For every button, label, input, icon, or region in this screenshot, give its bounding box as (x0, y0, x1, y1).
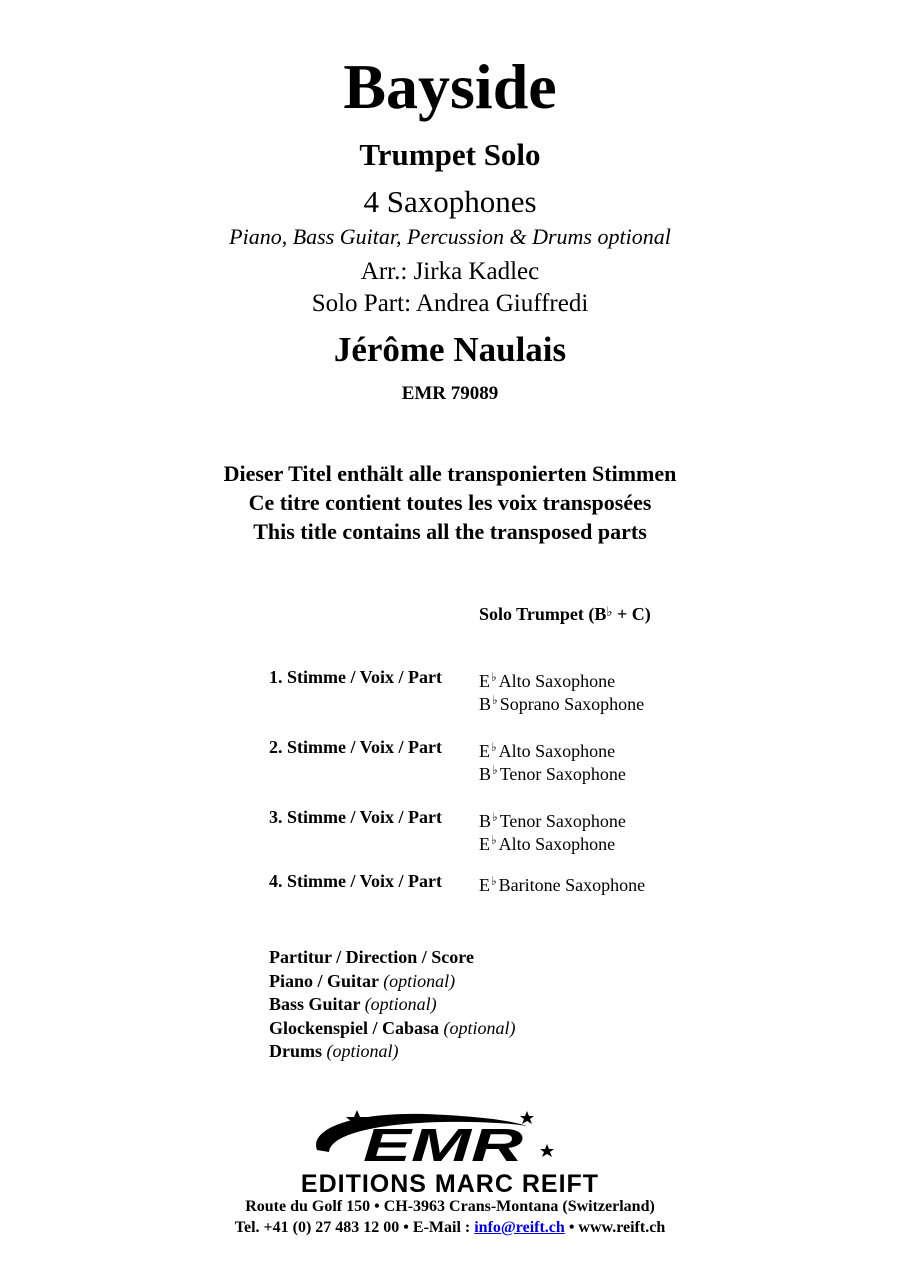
ensemble: 4 Saxophones (363, 184, 537, 219)
part-3-label: 3. Stimme / Voix / Part (269, 807, 442, 827)
instrument-line: E♭ Alto Saxophone (479, 740, 616, 761)
flat-icon: ♭ (491, 670, 497, 684)
list-item: Bass Guitar (optional) (269, 994, 437, 1014)
flat-icon: ♭ (492, 693, 498, 707)
composer: Jérôme Naulais (333, 330, 567, 369)
arranger: Arr.: Jirka Kadlec (360, 258, 540, 285)
instrument-line: B♭ Soprano Saxophone (479, 693, 645, 714)
subtitle: Trumpet Solo (359, 137, 541, 172)
score-list (269, 946, 516, 1064)
part-4-label: 4. Stimme / Voix / Part (269, 871, 442, 891)
address: Route du Golf 150 • CH-3963 Crans-Montana (Switzerland) (245, 1198, 655, 1215)
publisher-name: EDITIONS MARC REIFT (300, 1170, 600, 1198)
part-2-instruments (479, 738, 626, 784)
website: • www.reift.ch (564, 1219, 666, 1236)
notice-en: This title contains all the transposed parts (253, 519, 647, 544)
part-1-label: 1. Stimme / Voix / Part (269, 667, 442, 687)
list-item: Drums (optional) (269, 1041, 399, 1061)
instrument-line: E♭ Alto Saxophone (479, 670, 616, 691)
solo-part-credit: Solo Part: Andrea Giuffredi (311, 290, 589, 317)
logo-star-icon (540, 1144, 554, 1157)
instrument-line: E♭ Alto Saxophone (479, 833, 616, 854)
catalog-number: EMR 79089 (401, 383, 499, 404)
flat-icon: ♭ (491, 740, 497, 754)
part-2-label: 2. Stimme / Voix / Part (269, 737, 442, 757)
logo-text: EMR (363, 1119, 523, 1170)
instrument-line: E♭ Baritone Saxophone (479, 874, 646, 895)
part-4-instruments (479, 872, 645, 895)
title: Bayside (343, 51, 557, 122)
tel: Tel. +41 (0) 27 483 12 00 • E-Mail : (234, 1219, 475, 1236)
list-item: Glockenspiel / Cabasa (optional) (269, 1017, 516, 1038)
optional-instruments: Piano, Bass Guitar, Percussion & Drums optional (229, 224, 671, 249)
solo-trumpet (479, 601, 651, 625)
emr-logo (305, 1108, 565, 1170)
notice-fr: Ce titre contient toutes les voix transposées (248, 490, 652, 515)
notice-de: Dieser Titel enthält alle transponierten Stimmen (223, 461, 677, 486)
list-item: Partitur / Direction / Score (269, 947, 474, 967)
flat-icon: ♭ (492, 763, 498, 777)
part-3-instruments (479, 808, 626, 854)
instrument-line: B♭ Tenor Saxophone (479, 810, 626, 831)
list-item: Piano / Guitar (optional) (269, 970, 456, 991)
contact-line (0, 1218, 900, 1237)
flat-icon: ♭ (606, 604, 613, 619)
solo-prefix: Solo Trumpet (B (479, 604, 607, 624)
part-1-instruments (479, 668, 644, 714)
solo-suffix: + C) (612, 604, 651, 624)
flat-icon: ♭ (491, 874, 497, 888)
flat-icon: ♭ (491, 833, 497, 847)
flat-icon: ♭ (492, 810, 498, 824)
email-link[interactable]: info@reift.ch (474, 1219, 565, 1236)
instrument-line: B♭ Tenor Saxophone (479, 763, 626, 784)
